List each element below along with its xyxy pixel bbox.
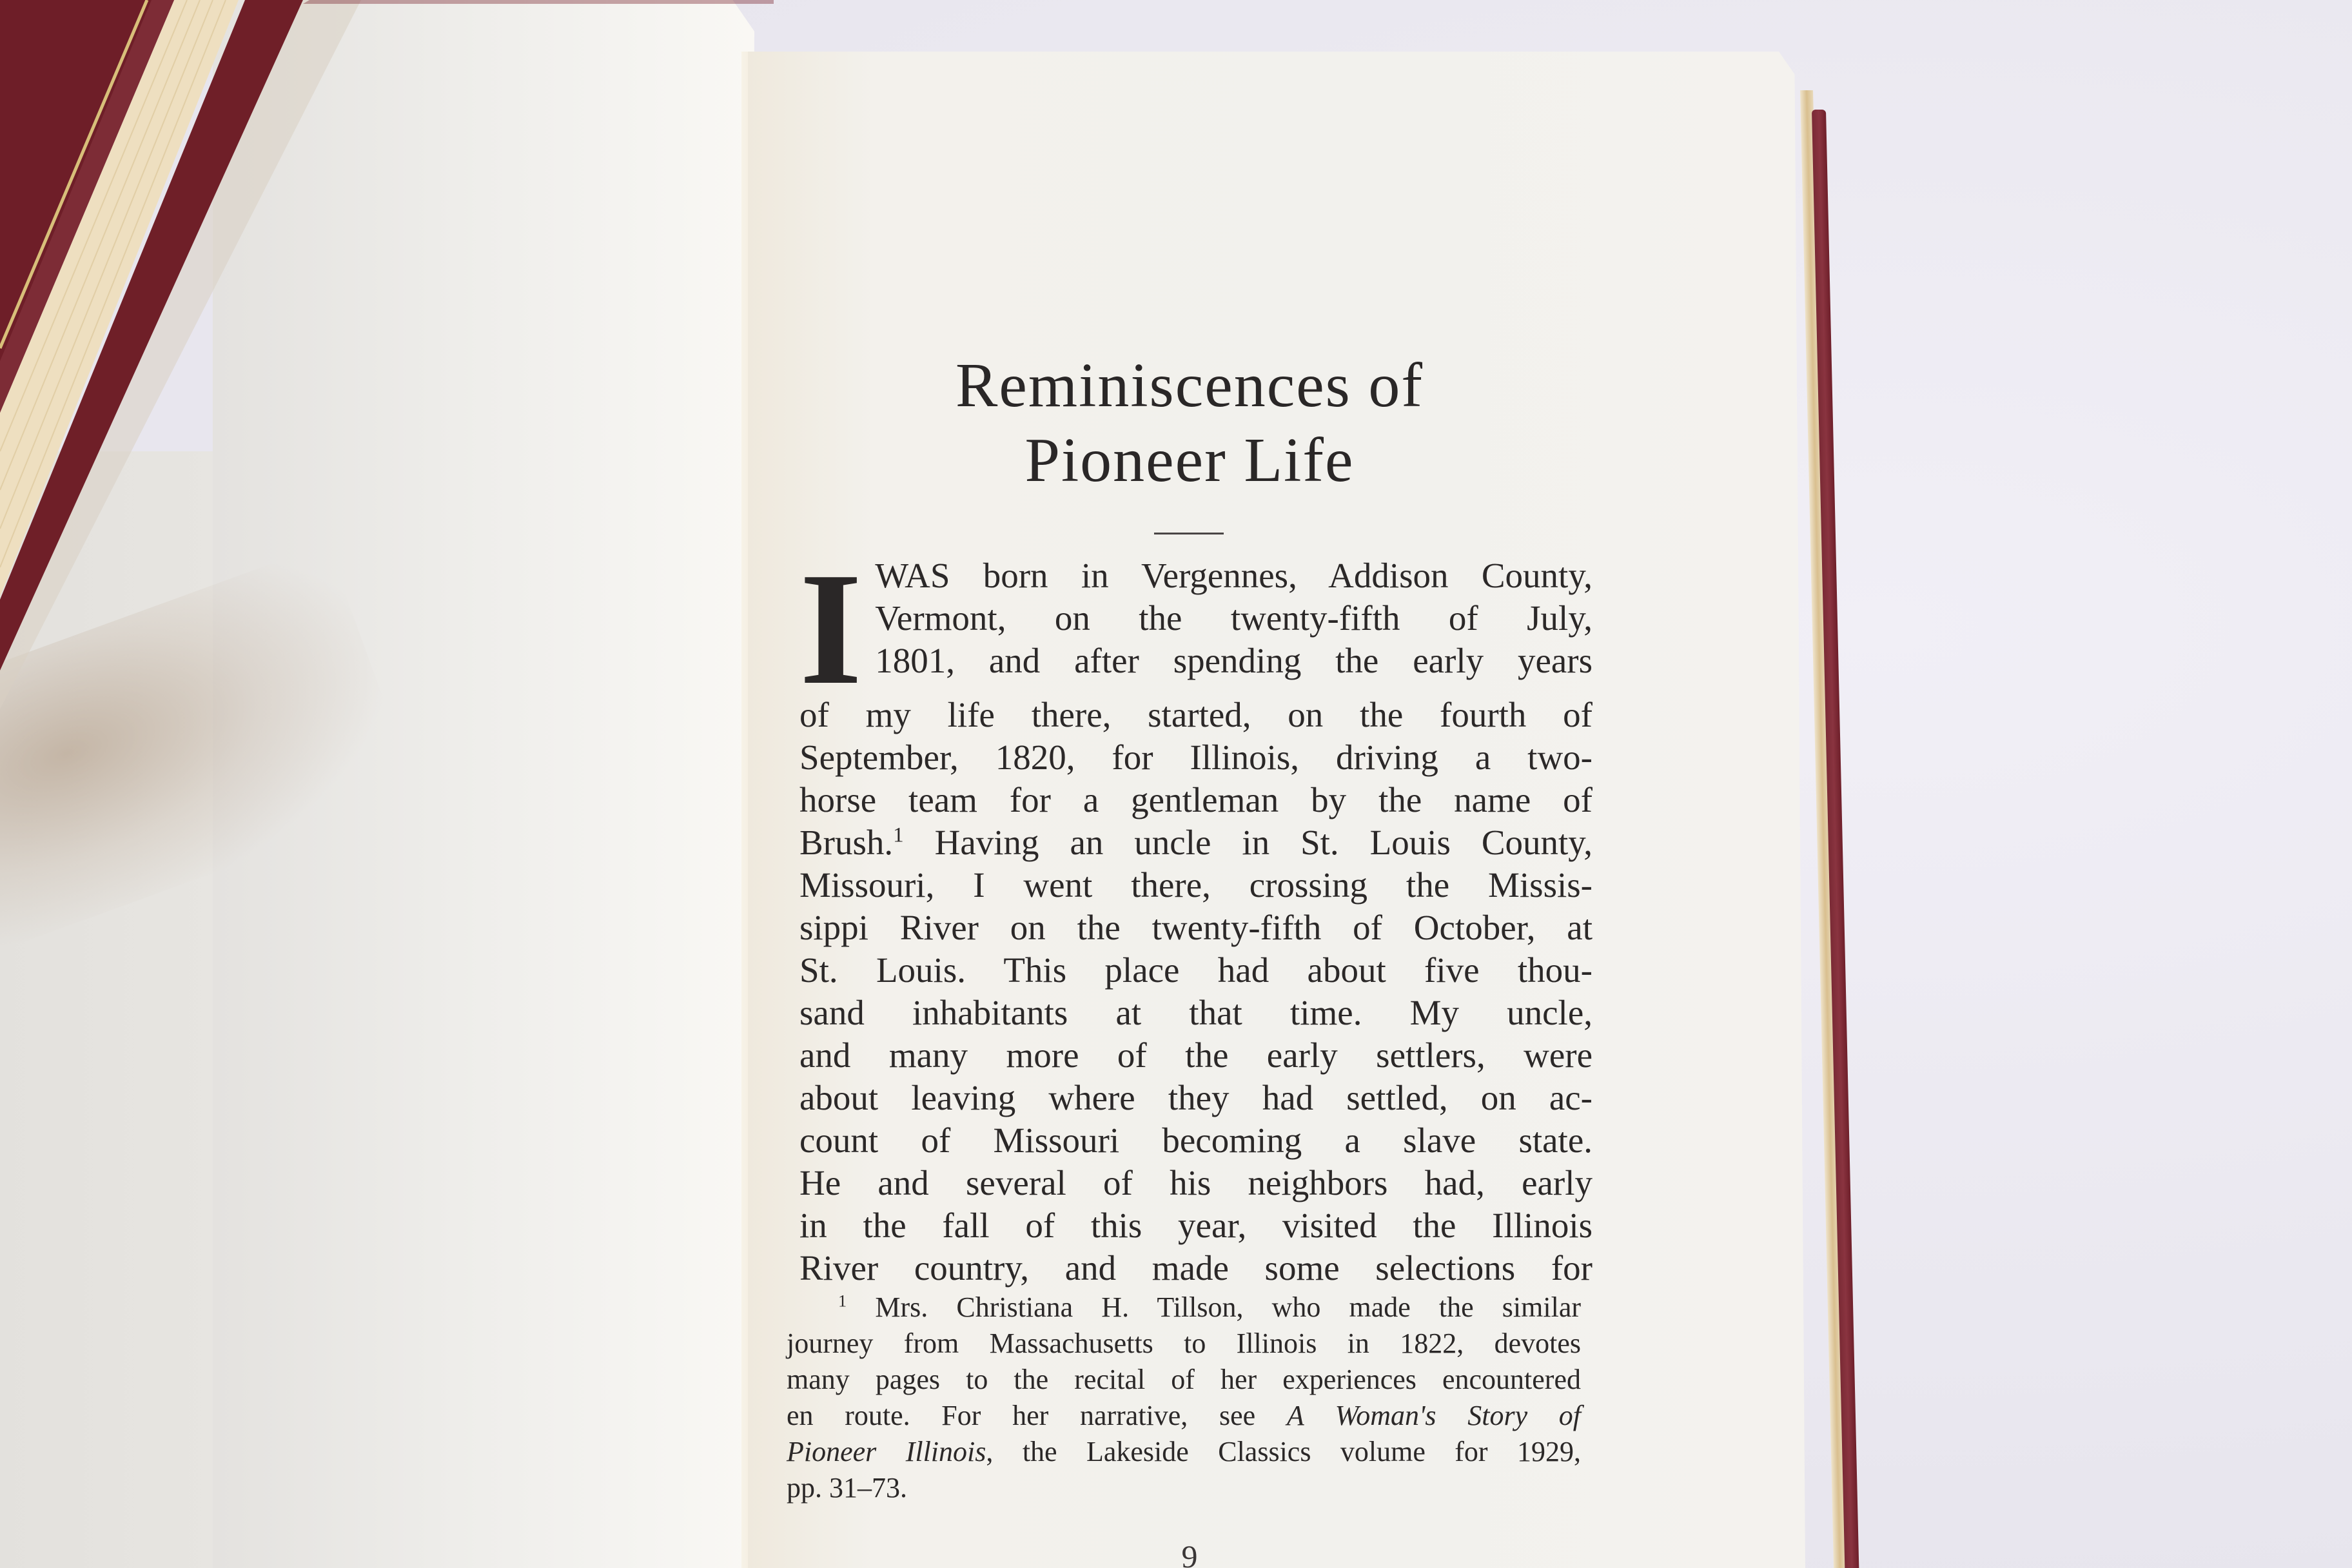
- footnote-line: pp. 31–73.: [787, 1472, 907, 1504]
- body-line: about leaving where they had settled, on ac-: [799, 1078, 1592, 1117]
- footnote-line: [787, 1289, 1581, 1326]
- body-line: WAS born in Vergennes, Addison County,: [875, 556, 1592, 595]
- footnote-text: , the Lakeside Classics volume for 1929,: [986, 1436, 1581, 1467]
- footnote-text: en route. For her narrative, see: [787, 1400, 1287, 1431]
- body-line: sippi River on the twenty-fifth of October, at: [799, 908, 1592, 947]
- book-title-italic: Pioneer Illinois: [787, 1436, 986, 1467]
- footnote-text: Mrs. Christiana H. Tillson, who made the similar: [875, 1291, 1581, 1323]
- body-line: of my life there, started, on the fourth of: [799, 695, 1592, 734]
- book-title-italic: A Woman's Story of: [1286, 1400, 1582, 1431]
- footnote-line: [787, 1398, 1581, 1434]
- body-line: September, 1820, for Illinois, driving a two-: [799, 738, 1592, 777]
- chapter-title: [780, 348, 1599, 498]
- chapter-title-line-1: Reminiscences of: [956, 351, 1424, 420]
- chapter-title-line-2: Pioneer Life: [1024, 426, 1355, 495]
- body-line: sand inhabitants at that time. My uncle,: [799, 993, 1592, 1032]
- body-text-segment: Having an uncle in St. Louis County,: [903, 823, 1592, 862]
- body-line: in the fall of this year, visited the Illinois: [799, 1206, 1592, 1245]
- body-line: and many more of the early settlers, were: [799, 1035, 1592, 1075]
- body-line: He and several of his neighbors had, early: [799, 1163, 1592, 1202]
- title-ornament-rule: [1154, 533, 1224, 534]
- right-book-top-edge: [303, 0, 774, 4]
- back-book: [0, 0, 774, 709]
- body-line: St. Louis. This place had about five thou-: [799, 950, 1592, 990]
- body-line: horse team for a gentleman by the name of: [799, 780, 1592, 819]
- page-number: 9: [1181, 1538, 1198, 1568]
- body-line-brush: [799, 821, 1592, 864]
- footnote-line: [787, 1434, 1581, 1470]
- body-line: count of Missouri becoming a slave state.: [799, 1121, 1592, 1160]
- body-text-segment: Brush.: [799, 823, 894, 862]
- body-line: River country, and made some selections for: [799, 1248, 1592, 1288]
- footnote: [787, 1289, 1581, 1506]
- footnote-line: journey from Massachusetts to Illinois in 1822, devotes: [787, 1328, 1581, 1359]
- footnote-reference: 1: [893, 823, 904, 847]
- drop-cap: I: [799, 540, 863, 718]
- footnote-marker: 1: [838, 1291, 847, 1311]
- body-paragraph: [799, 540, 1592, 1289]
- body-line: 1801, and after spending the early years: [875, 641, 1592, 680]
- footnote-line: many pages to the recital of her experiences encountered: [787, 1364, 1581, 1395]
- body-line: Missouri, I went there, crossing the Missis-: [799, 865, 1592, 905]
- body-line: Vermont, on the twenty-fifth of July,: [875, 598, 1592, 638]
- printed-page: [780, 0, 1747, 1568]
